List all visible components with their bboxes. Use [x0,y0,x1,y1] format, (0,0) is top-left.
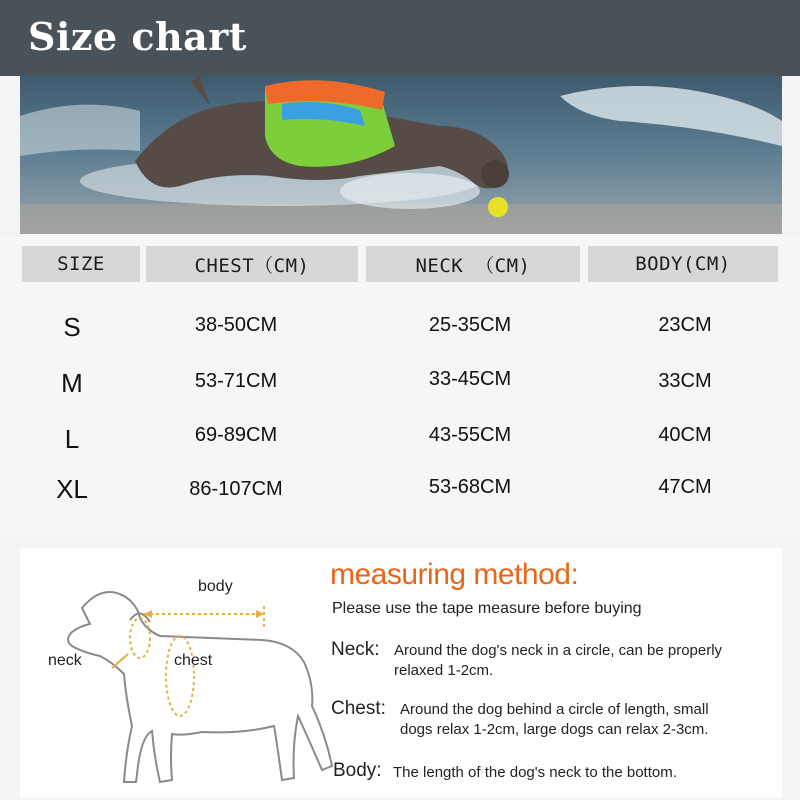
body-cell: 33CM [658,370,712,392]
body-key: Body: [333,760,382,781]
chest-label: chest [174,652,213,669]
chest-cell: 69-89CM [194,424,278,446]
body-cell: 40CM [658,424,712,446]
neck-desc-line2: relaxed 1-2cm. [394,662,494,679]
neck-cell: 33-45CM [428,368,512,390]
neck-cell: 53-68CM [428,476,512,498]
chest-desc-line2: dogs relax 1-2cm, large dogs can relax 2-3cm. [400,721,709,738]
dog-photo [20,76,782,234]
measuring-subtitle: Please use the tape measure before buying [332,600,642,617]
neck-cell: 25-35CM [428,314,512,336]
neck-key: Neck: [331,639,380,660]
measuring-title: measuring method: [330,558,579,591]
section-divider [0,538,800,548]
header-size: SIZE [22,246,140,282]
dog-photo-illustration [20,76,782,234]
body-cell: 47CM [658,476,712,498]
chest-cell: 53-71CM [194,370,278,392]
chest-desc-line1: Around the dog behind a circle of length, small [400,701,709,718]
measuring-section [20,548,782,798]
size-cell: M [61,368,83,398]
neck-label: neck [48,652,82,669]
neck-desc-line1: Around the dog's neck in a circle, can be properly [394,642,723,659]
header-neck: NECK （CM) [366,246,580,282]
size-table [0,236,800,536]
body-desc-line1: The length of the dog's neck to the bottom. [393,764,677,781]
size-cell: S [63,312,81,342]
header-chest: CHEST（CM) [146,246,358,282]
size-cell: XL [56,474,88,504]
header-bar [0,0,800,76]
dog-diagram [42,566,342,791]
chest-cell: 38-50CM [194,314,278,336]
chest-key: Chest: [331,698,386,719]
page-title: Size chart [28,14,247,59]
neck-cell: 43-55CM [428,424,512,446]
chest-cell: 86-107CM [189,478,283,500]
body-cell: 23CM [658,314,712,336]
body-label: body [198,578,233,595]
dog-outline-icon [42,566,342,791]
header-body: BODY(CM) [588,246,778,282]
size-cell: L [64,424,80,454]
